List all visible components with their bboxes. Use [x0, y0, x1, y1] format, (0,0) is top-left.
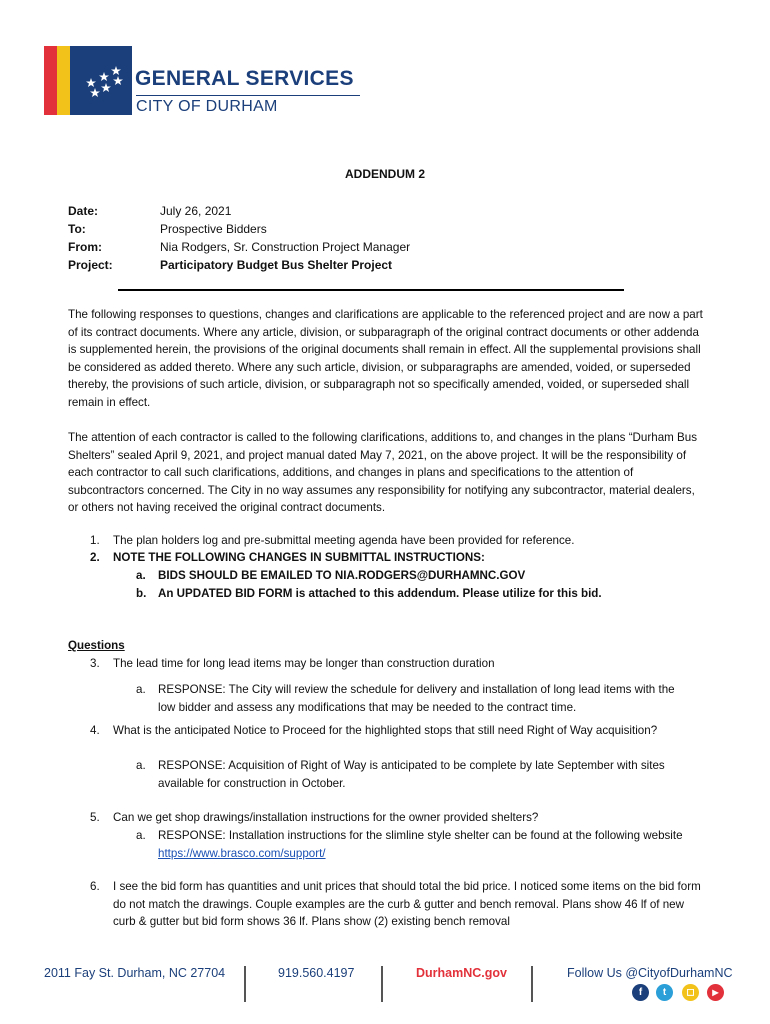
footer-website[interactable]: DurhamNC.gov [416, 966, 507, 980]
instagram-icon[interactable]: ◻ [682, 984, 699, 1001]
sub-number: a. [136, 569, 146, 582]
document-title: ADDENDUM 2 [344, 167, 425, 181]
meta-row-date [68, 202, 410, 220]
response-text: RESPONSE: Acquisition of Right of Way is anticipated to be complete by late September with sites available for construction in October. [158, 759, 665, 790]
question-number: 5. [90, 811, 100, 824]
list-item: NOTE THE FOLLOWING CHANGES IN SUBMITTAL INSTRUCTIONS: [113, 551, 485, 564]
footer-phone: 919.560.4197 [278, 966, 355, 980]
brasco-support-link[interactable]: https://www.brasco.com/support/ [158, 846, 326, 860]
question-number: 3. [90, 657, 100, 670]
youtube-icon[interactable]: ▶ [707, 984, 724, 1001]
question-text: I see the bid form has quantities and unit prices that should total the bid price. I noticed some items on the bid form do not match the drawings. Couple examples are the curb & gutter and bench removal. Plans show 46 lf of new curb & gutter but bid form shows 36 lf. Plans show (2) existing bench removal [113, 880, 701, 929]
response-item [158, 827, 688, 862]
logo-title: GENERAL SERVICES [135, 67, 354, 90]
questions-heading: Questions [68, 639, 125, 652]
memo-header [68, 202, 410, 274]
meta-value: Participatory Budget Bus Shelter Project [160, 258, 393, 272]
intro-paragraph: The following responses to questions, changes and clarifications are applicable to the referenced project and are now a part of its contract documents. Where any article, division, or subparagraph of the original contract documents or other addenda is supplemented herein, the provisions of the original documents shall remain in effect. All the supplemental provisions shall be considered as added thereto. Where any such article, division, or subparagraphs are amended, voided, or superseded thereby, the provisions of such article, division, or subparagraph not so specifically amended, voided, or superseded shall remain in effect. [68, 308, 703, 409]
response-text: RESPONSE: The City will review the schedule for delivery and installation of long lead items with the low bidder and assess any modifications that may be needed to the contract time. [158, 683, 675, 714]
meta-row-from [68, 238, 410, 256]
footer-divider [381, 966, 383, 1002]
meta-value: July 26, 2021 [160, 204, 232, 218]
sub-item: An UPDATED BID FORM is attached to this addendum. Please utilize for this bid. [158, 587, 602, 600]
footer-follow: Follow Us @CityofDurhamNC [567, 966, 733, 980]
meta-key: Project: [68, 258, 113, 272]
meta-value: Prospective Bidders [160, 222, 267, 236]
list-number: 2. [90, 551, 100, 564]
footer-address: 2011 Fay St. Durham, NC 27704 [44, 966, 226, 980]
sub-item: BIDS SHOULD BE EMAILED TO NIA.RODGERS@DURHAMNC.GOV [158, 569, 526, 582]
sub-number: b. [136, 587, 147, 600]
response-text: RESPONSE: Installation instructions for the slimline style shelter can be found at the following website [158, 829, 683, 842]
attention-paragraph: The attention of each contractor is called to the following clarifications, additions to, and changes in the plans “Durham Bus Shelters” sealed April 9, 2021, and project manual dated May 7, 2021, on the above project. It will be the responsibility of each contractor to call such clarifications, additions, and changes in plans and specifications to the attention of subcontractors concerned. The City in no way assumes any responsibility for notifying any subcontractor, material dealers, or others not having received the original contract documents. [68, 431, 697, 515]
logo-divider [136, 95, 360, 96]
question-text: What is the anticipated Notice to Proceed for the highlighted stops that still need Right of Way acquisition? [113, 724, 658, 737]
response-number: a. [136, 829, 146, 842]
footer-divider [244, 966, 246, 1002]
footer-divider [531, 966, 533, 1002]
response-number: a. [136, 759, 146, 772]
meta-key: Date: [68, 204, 99, 218]
question-number: 6. [90, 880, 100, 893]
stars-icon [78, 64, 128, 100]
header-separator [118, 289, 624, 291]
meta-row-project [68, 256, 410, 274]
meta-key: To: [68, 222, 86, 236]
meta-value: Nia Rodgers, Sr. Construction Project Manager [160, 240, 411, 254]
logo-subtitle: CITY OF DURHAM [136, 98, 278, 115]
question-text: Can we get shop drawings/installation instructions for the owner provided shelters? [113, 811, 539, 824]
meta-key: From: [68, 240, 102, 254]
logo-yellow-bar [57, 46, 70, 115]
list-item: The plan holders log and pre-submittal meeting agenda have been provided for reference. [113, 534, 575, 547]
question-text: The lead time for long lead items may be longer than construction duration [113, 657, 495, 670]
question-number: 4. [90, 724, 100, 737]
facebook-icon[interactable]: f [632, 984, 649, 1001]
twitter-icon[interactable]: t [656, 984, 673, 1001]
meta-row-to [68, 220, 410, 238]
list-number: 1. [90, 534, 100, 547]
logo-red-bar [44, 46, 57, 115]
response-number: a. [136, 683, 146, 696]
